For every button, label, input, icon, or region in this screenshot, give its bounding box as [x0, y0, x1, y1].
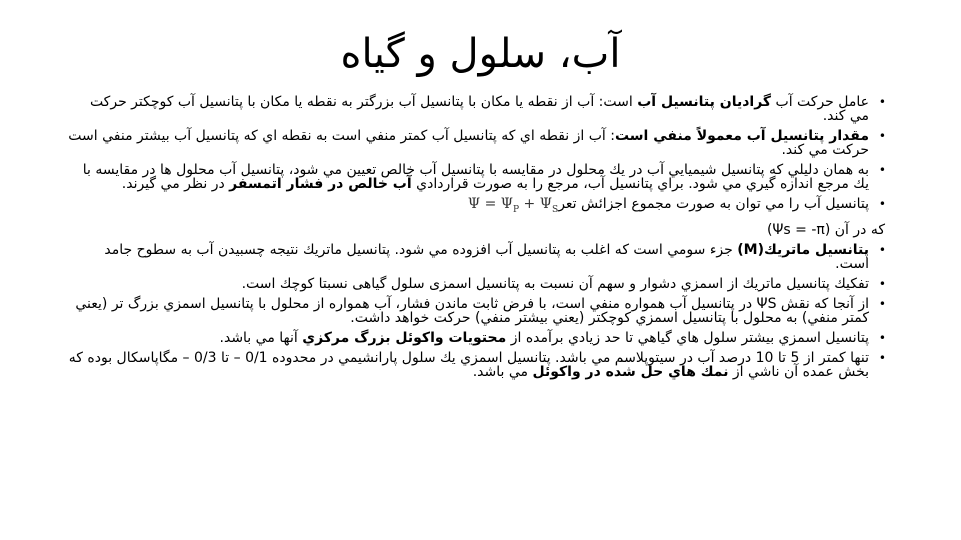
bullet-bold-text: محتويات واكوئل بزرگ مركزي: [302, 329, 507, 346]
bullet-text: است: آب از نقطه يا مكان با پتانسيل آب بزرگتر به نقطه يا مكان با پتانسيل آب كوچكتر حركت مي كند.: [89, 94, 869, 124]
bullet-osmotic-direction: [67, 297, 887, 325]
note-text: كه در آن (Ψs = -π): [766, 221, 885, 238]
slide-body: [67, 95, 887, 385]
bullet-text: عامل حركت آب: [771, 94, 869, 110]
bullet-text: آنها مي باشد.: [219, 329, 303, 346]
bullet-components: [67, 197, 887, 217]
bullet-text: : آب از نقطه اي كه پتانسيل آب كمتر منفي است به نقطه اي كه پتانسيل آب بيشتر منفي است حركت مي كند.: [68, 128, 869, 158]
bullet-text: تنها كمتر از 5 تا 10 درصد آب در سيتوپلاسم مي باشد. پتانسيل اسمزي يك سلول پارانشيمي در محدوده 0/1 – تا 0/3 – مگاپاسكال بوده كه بخش عمده آن ناشي از: [68, 349, 869, 380]
bullet-text: در نظر مي گيرند.: [121, 176, 230, 192]
osmotic-note: [67, 223, 885, 237]
bullet-matric-separation: [67, 277, 887, 291]
slide-title: آب، سلول و گياه: [340, 31, 621, 77]
bullet-bold-text: نمك هاي حل شده در واكوئل: [532, 363, 729, 380]
bullet-vacuole-contents: [67, 331, 887, 345]
bullet-matric-potential: [67, 243, 887, 271]
bullet-text: از آنجا كه نقش ΨS در پتانسيل آب همواره منفي است، با فرض ثابت ماندن فشار، آب همواره از محلول با پتانسيل اسمزي بزرگ تر (يعني كمتر منفي) به محلول با پتانسيل اسمزي كوچكتر (يعني بيشتر منفي) حركت خواهد داشت.: [75, 295, 869, 326]
bullet-text: پتانسيل اسمزي بيشتر سلول هاي گياهي تا حد زيادي برآمده از: [506, 329, 869, 346]
bullet-water-potential-gradient: [67, 95, 887, 123]
bullet-text: جزء سومي است كه اغلب به پتانسيل آب افزوده مي شود. پتانسيل ماتريك نتيجه چسبيدن آب به سطوح جامد است.: [104, 241, 869, 272]
bullet-bold-text: پتانسيل ماتريك(M): [737, 241, 869, 258]
bullet-cytoplasm: [67, 351, 887, 379]
bullet-text: به همان دليلي كه پتانسيل شيميايي آب در يك محلول در مقايسه با پتانسيل آب خالص تعيين مي شود، پتانسيل آب محلول ها در مقايسه با يك مرجع اندازه گيري مي شود. براي پتانسيل آب، مرجع را به صورت قراردادي: [82, 162, 869, 192]
bullet-text: تفكيك پتانسيل ماتريك از اسمزي دشوار و سهم آن نسبت به پتانسيل اسمزی سلول گیاهی نسبتا کوچك است.: [241, 275, 869, 292]
bullet-text: مي باشد.: [472, 363, 533, 380]
bullet-bold-text: گراديان پتانسيل آب: [637, 94, 772, 110]
bullet-negative-value: [67, 129, 887, 157]
water-potential-equation: $\Psi = \Psi_P + \Psi_S$: [467, 196, 559, 215]
bullet-bold-text: مقدار پتانسيل آب معمولاً منفي است: [614, 128, 869, 144]
bullet-bold-text: آب خالص در فشار اتمسفر: [229, 176, 412, 192]
bullet-reference: [67, 163, 887, 191]
bullet-text: پتانسيل آب را مي توان به صورت مجموع اجزائش تعر: [558, 196, 869, 212]
